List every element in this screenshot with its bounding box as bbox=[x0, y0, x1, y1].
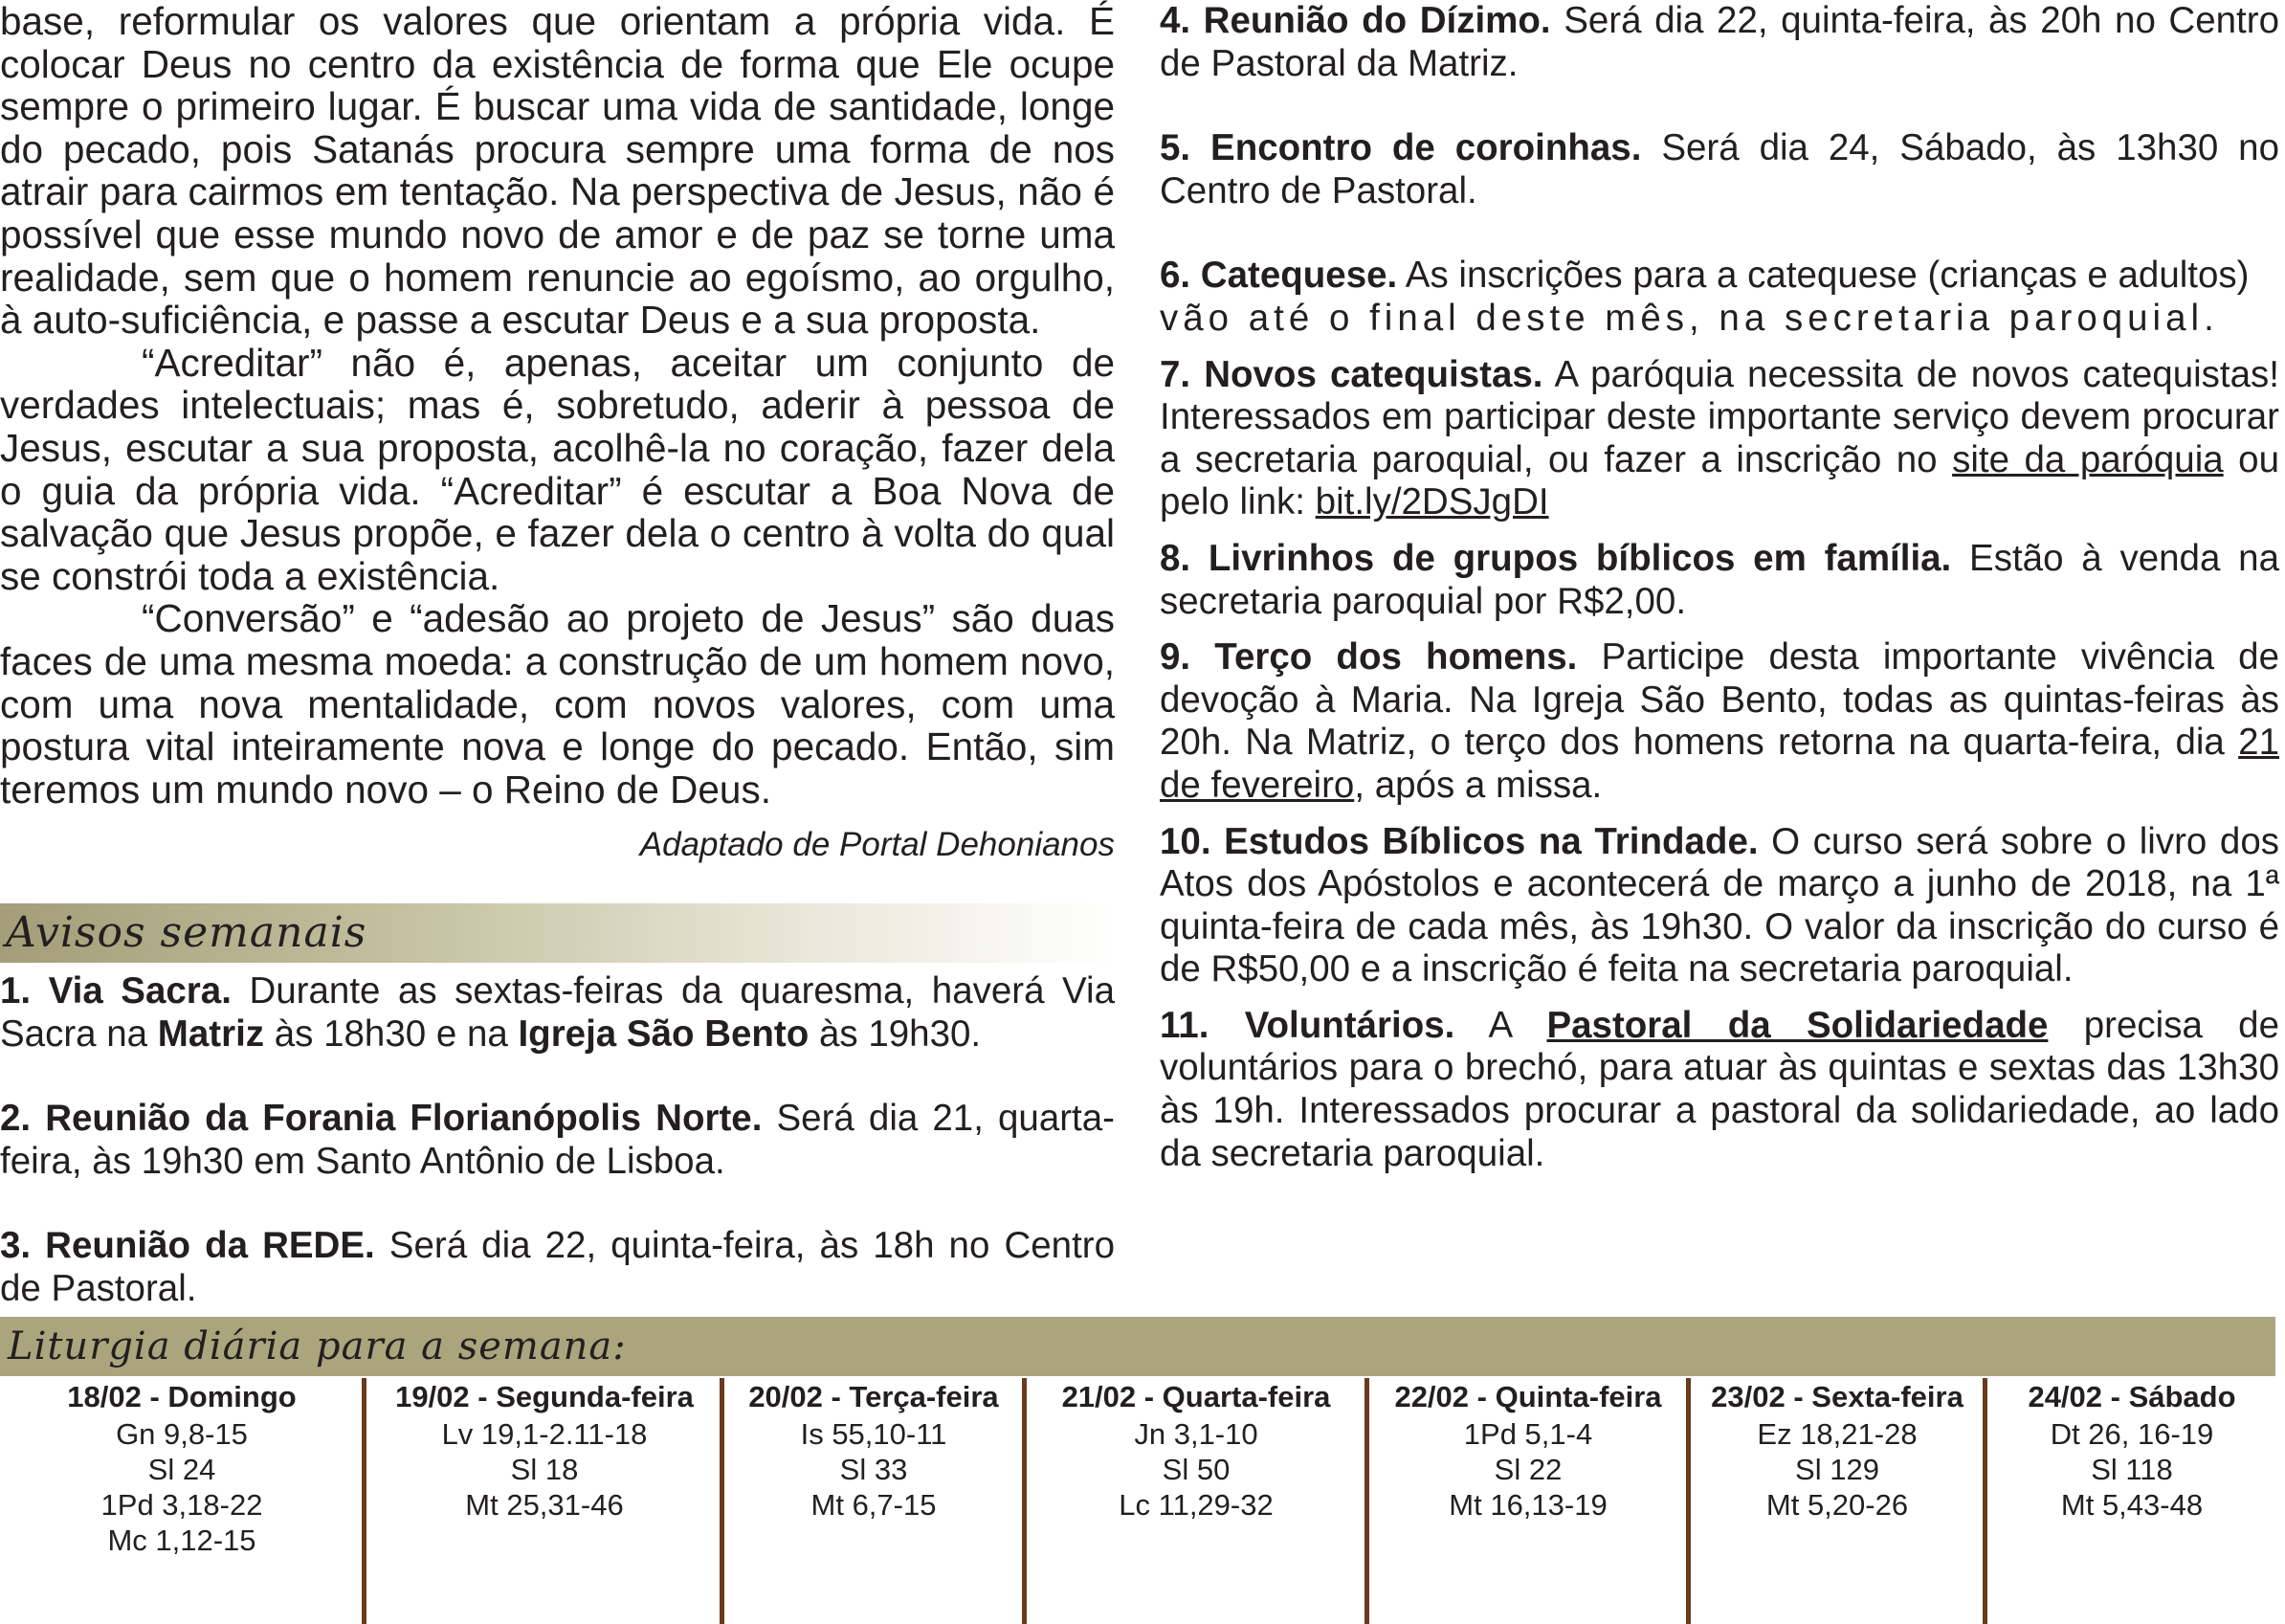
reading: Sl 22 bbox=[1494, 1453, 1563, 1486]
aviso-8-heading: 8. Livrinhos de grupos bíblicos em família. bbox=[1160, 537, 1952, 579]
aviso-5-heading: 5. Encontro de coroinhas. bbox=[1160, 127, 1642, 169]
avisos-right bbox=[1160, 0, 2279, 1175]
aviso-1-text-2: às 18h30 e na bbox=[264, 1012, 519, 1055]
reading: Gn 9,8-15 bbox=[116, 1417, 248, 1451]
left-column bbox=[0, 0, 1115, 866]
aviso-1-text-1: Durante as sextas-feiras da quaresma, haverá Via Sacra na bbox=[0, 970, 1116, 1055]
aviso-2 bbox=[0, 1098, 1115, 1183]
aviso-9 bbox=[1160, 636, 2279, 807]
reading: Ez 18,21-28 bbox=[1757, 1417, 1918, 1451]
reading: Lv 19,1-2.11-18 bbox=[441, 1417, 648, 1451]
liturgia-header-band bbox=[0, 1317, 2275, 1376]
aviso-8-text: Estão à venda na secretaria paroquial por R$2,00. bbox=[1160, 537, 2279, 622]
aviso-4-text: Será dia 22, quinta-feira, às 20h no Centro de Pastoral da Matriz. bbox=[1160, 0, 2279, 84]
reading: Is 55,10-11 bbox=[800, 1417, 947, 1451]
day-column bbox=[367, 1378, 721, 1624]
pastoral-link[interactable]: Pastoral da Solidariedade bbox=[1546, 1004, 2049, 1046]
day-name: 23/02 - Sexta-feira bbox=[1711, 1380, 1963, 1413]
aviso-11 bbox=[1160, 1005, 2279, 1175]
reading: Mt 5,43-48 bbox=[2060, 1488, 2204, 1522]
aviso-11-text-1: A bbox=[1454, 1004, 1547, 1046]
aviso-5 bbox=[1160, 127, 2279, 212]
avisos-title: Avisos semanais bbox=[6, 908, 367, 957]
day-name: 24/02 - Sábado bbox=[2028, 1380, 2236, 1413]
aviso-7-text-2: ou pelo link: bbox=[1160, 438, 2279, 523]
aviso-9-heading: 9. Terço dos homens. bbox=[1160, 636, 1578, 679]
reading: Mt 16,13-19 bbox=[1449, 1488, 1608, 1522]
aviso-10-text: O curso será sobre o livro dos Atos dos Apóstolos e acontecerá de março a junho de 2018, na 1ª quinta-feira de cada mês, às 19h30. O valor da inscrição do curso é de R$50,00 e a inscrição é feita na secretaria paroquial. bbox=[1160, 820, 2280, 990]
day-separator bbox=[1983, 1378, 1987, 1624]
aviso-1-bold-1: Matriz bbox=[157, 1012, 265, 1055]
day-name: 22/02 - Quinta-feira bbox=[1394, 1380, 1662, 1413]
date-link[interactable]: 21 de fevereiro bbox=[1160, 722, 2279, 806]
reading: Sl 33 bbox=[839, 1453, 908, 1486]
aviso-9-text-2: , após a missa. bbox=[1354, 764, 1603, 806]
reading: Mt 5,20-26 bbox=[1765, 1488, 1909, 1522]
reading: Sl 50 bbox=[1162, 1453, 1231, 1486]
aviso-6-text: As inscrições para a catequese (crianças e adultos) bbox=[1397, 255, 2250, 297]
source-credit: Adaptado de Portal Dehonianos bbox=[639, 826, 1115, 864]
aviso-11-text-2: precisa de voluntários para o brechó, para atuar às quintas e sextas das 13h30 às 19h. Interessados procurar a pastoral da solidariedade, ao lado da secretaria paroquial. bbox=[1160, 1004, 2280, 1174]
avisos-left bbox=[0, 970, 1115, 1311]
aviso-1-text-3: às 19h30. bbox=[809, 1012, 982, 1055]
reading: Mt 25,31-46 bbox=[465, 1488, 624, 1522]
day-column bbox=[1370, 1378, 1686, 1624]
aviso-6-heading: 6. Catequese. bbox=[1160, 255, 1398, 297]
day-separator bbox=[1022, 1378, 1027, 1624]
aviso-5-text: Será dia 24, Sábado, às 13h30 no Centro de Pastoral. bbox=[1160, 127, 2279, 211]
aviso-4 bbox=[1160, 0, 2279, 85]
aviso-7 bbox=[1160, 354, 2279, 524]
aviso-3-text: Será dia 22, quinta-feira, às 18h no Centro de Pastoral. bbox=[0, 1225, 1115, 1309]
aviso-9-text-1: Participe desta importante vivência de devoção à Maria. Na Igreja São Bento, todas as quintas-feiras às 20h. Na Matriz, o terço dos homens retorna na quarta-feira, dia bbox=[1160, 636, 2279, 764]
day-name: 20/02 - Terça-feira bbox=[748, 1380, 999, 1413]
reading: 1Pd 5,1-4 bbox=[1463, 1417, 1593, 1451]
day-separator bbox=[1364, 1378, 1369, 1624]
aviso-7-heading: 7. Novos catequistas. bbox=[1160, 353, 1543, 395]
parish-site-link[interactable]: site da paróquia bbox=[1952, 438, 2224, 480]
aviso-2-heading: 2. Reunião da Forania Florianópolis Norte. bbox=[0, 1098, 763, 1140]
reflection-paragraph-3: “Conversão” e “adesão ao projeto de Jesus” são duas faces de uma mesma moeda: a construção de um homem novo, com uma nova mentalidade, com novos valores, com uma postura vital inteiramente nova e longe do pecado. Então, sim teremos um mundo novo – o Reino de Deus. bbox=[0, 596, 1115, 812]
reflection-paragraph-1: base, reformular os valores que orientam a própria vida. É colocar Deus no centro da existência de forma que Ele ocupe sempre o primeiro lugar. É buscar uma vida de santidade, longe do pecado, pois Satanás procura sempre uma forma de nos atrair para cairmos em tentação. Na perspectiva de Jesus, não é possível que esse mundo novo de amor e de paz se torne uma realidade, sem que o homem renuncie ao egoísmo, ao orgulho, à auto-suficiência, e passe a escutar Deus e a sua proposta. bbox=[0, 0, 1115, 343]
liturgia-days bbox=[0, 1378, 2275, 1624]
day-column bbox=[1028, 1378, 1364, 1624]
aviso-4-heading: 4. Reunião do Dízimo. bbox=[1160, 0, 1551, 41]
aviso-10-heading: 10. Estudos Bíblicos na Trindade. bbox=[1160, 820, 1759, 862]
aviso-1 bbox=[0, 970, 1115, 1056]
reading: Sl 24 bbox=[147, 1453, 216, 1486]
aviso-3 bbox=[0, 1225, 1115, 1310]
aviso-1-bold-2: Igreja São Bento bbox=[518, 1012, 810, 1055]
reading: Mt 6,7-15 bbox=[810, 1488, 937, 1522]
day-separator bbox=[1686, 1378, 1691, 1624]
day-name: 18/02 - Domingo bbox=[67, 1380, 297, 1413]
reading: Sl 18 bbox=[510, 1453, 579, 1486]
aviso-6-line-2: vão até o final deste mês, na secretaria paroquial. bbox=[1160, 297, 2219, 339]
reading: Jn 3,1-10 bbox=[1134, 1417, 1258, 1451]
aviso-6 bbox=[1160, 255, 2279, 298]
reading: 1Pd 3,18-22 bbox=[100, 1488, 263, 1522]
day-separator bbox=[362, 1378, 366, 1624]
liturgia-title: Liturgia diária para a semana: bbox=[8, 1324, 627, 1368]
reading: Sl 129 bbox=[1795, 1453, 1879, 1486]
aviso-7-text-1: A paróquia necessita de novos catequistas! Interessados em participar deste importante serviço devem procurar a secretaria paroquial, ou fazer a inscrição no bbox=[1160, 353, 2279, 480]
reading: Sl 118 bbox=[2091, 1453, 2173, 1486]
reflection-paragraph-2: “Acreditar” não é, apenas, aceitar um conjunto de verdades intelectuais; mas é, sobretudo, aderir à pessoa de Jesus, escutar a sua proposta, acolhê-la no coração, fazer dela o guia da própria vida. “Acreditar” é escutar a Boa Nova de salvação que Jesus propõe, e fazer dela o centro à volta do qual se constrói toda a existência. bbox=[0, 340, 1115, 598]
reading: Lc 11,29-32 bbox=[1119, 1488, 1274, 1522]
aviso-3-heading: 3. Reunião da REDE. bbox=[0, 1225, 375, 1267]
day-column bbox=[1692, 1378, 1983, 1624]
short-link[interactable]: bit.ly/2DSJgDI bbox=[1315, 481, 1549, 523]
day-column bbox=[725, 1378, 1022, 1624]
day-separator bbox=[720, 1378, 724, 1624]
day-name: 21/02 - Quarta-feira bbox=[1061, 1380, 1331, 1413]
aviso-10 bbox=[1160, 821, 2279, 991]
day-column bbox=[0, 1378, 364, 1624]
reading: Dt 26, 16-19 bbox=[2050, 1417, 2214, 1451]
aviso-1-heading: 1. Via Sacra. bbox=[0, 970, 232, 1012]
aviso-2-text: Será dia 21, quarta-feira, às 19h30 em Santo Antônio de Lisboa. bbox=[0, 1098, 1115, 1182]
avisos-header-band bbox=[0, 903, 1115, 963]
aviso-8 bbox=[1160, 538, 2279, 623]
reading: Mc 1,12-15 bbox=[107, 1524, 256, 1557]
aviso-11-heading: 11. Voluntários. bbox=[1160, 1004, 1455, 1046]
day-name: 19/02 - Segunda-feira bbox=[395, 1380, 694, 1413]
day-column bbox=[1988, 1378, 2275, 1624]
